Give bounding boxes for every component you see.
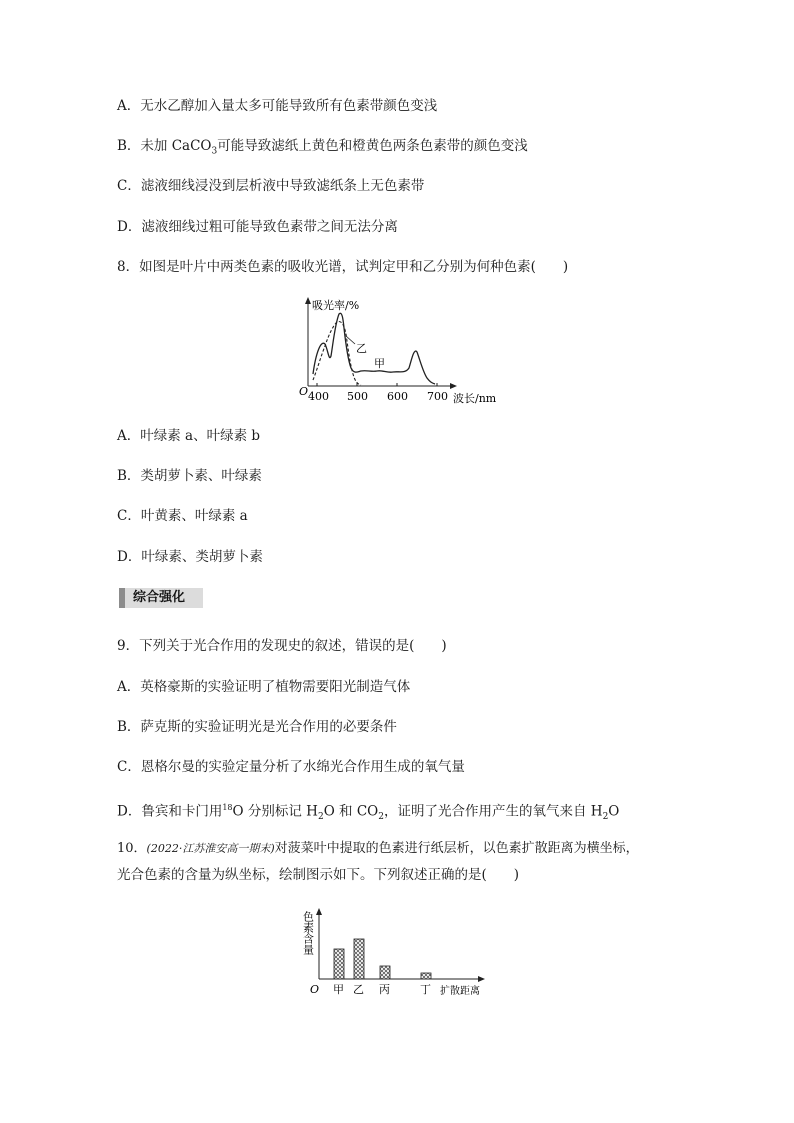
q8-option-a: A．叶绿素 a、叶绿素 b (117, 428, 261, 444)
q7-option-a: A．无水乙醇加入量太多可能导致所有色素带颜色变浅 (117, 98, 438, 114)
q10-stem-line2: 光合色素的含量为纵坐标，绘制图示如下。下列叙述正确的是( ) (117, 867, 520, 883)
x-tick-700: 700 (427, 390, 448, 403)
section-header (119, 588, 203, 608)
category-label-0: 甲 (333, 983, 344, 996)
q7-option-b: B．未加 CaCO$_3$可能导致滤纸上黄色和橙黄色两条色素带的颜色变浅 (117, 138, 528, 157)
label-jia: 甲 (374, 357, 385, 370)
q7-option-c: C．滤液细线浸没到层析液中导致滤纸条上无色素带 (117, 178, 425, 194)
bar-2 (380, 966, 390, 979)
curve-yi (313, 322, 361, 386)
pigment-chart (300, 905, 495, 1000)
q9-option-d: D．鲁宾和卡门用$^{18}$O 分别标记 $H_2O$ 和 $CO_2$，证明了光合作用产生的氧气来自 $H_2O$ (117, 803, 620, 823)
q10-source: (2022·江苏淮安高一期末) (146, 842, 275, 855)
q10-stem-line1: 10．(2022·江苏淮安高一期末)对菠菜叶中提取的色素进行纸层析，以色素扩散距离为横坐标， (117, 841, 639, 856)
q9-option-c: C．恩格尔曼的实验定量分析了水绵光合作用生成的氧气量 (117, 759, 465, 775)
x-tick-600: 600 (387, 390, 408, 403)
q8-stem: 8．如图是叶片中两类色素的吸收光谱，试判定甲和乙分别为何种色素( ) (117, 259, 569, 275)
category-label-2: 丙 (379, 983, 390, 996)
q7-option-d: D．滤液细线过粗可能导致色素带之间无法分离 (117, 219, 398, 235)
x-tick-500: 500 (347, 390, 368, 403)
x-axis-label: 波长/nm (453, 392, 497, 405)
q8-option-b: B．类胡萝卜素、叶绿素 (117, 468, 262, 484)
q9-stem: 9．下列关于光合作用的发现史的叙述，错误的是( ) (117, 638, 447, 654)
q9-option-b: B．萨克斯的实验证明光是光合作用的必要条件 (117, 719, 397, 735)
x-tick-400: 400 (308, 390, 329, 403)
section-title: 综合强化 (133, 590, 186, 605)
y-axis-label: 色素含量 (301, 911, 315, 955)
origin-label: O (299, 385, 309, 398)
bar-3 (421, 973, 431, 979)
x-axis-label: 扩散距离 (440, 986, 480, 997)
label-yi: 乙 (356, 342, 367, 355)
category-label-1: 乙 (353, 983, 364, 996)
q8-option-d: D．叶绿素、类胡萝卜素 (117, 549, 263, 565)
y-axis-label: 吸光率/% (312, 299, 360, 312)
origin-label: O (310, 983, 320, 996)
absorption-spectrum-figure (295, 294, 505, 409)
bar-0 (334, 949, 344, 979)
category-label-3: 丁 (420, 983, 431, 996)
q8-option-c: C．叶黄素、叶绿素 a (117, 508, 248, 524)
curve-jia (313, 313, 435, 384)
bar-1 (354, 939, 364, 979)
q9-option-a: A．英格豪斯的实验证明了植物需要阳光制造气体 (117, 679, 411, 695)
